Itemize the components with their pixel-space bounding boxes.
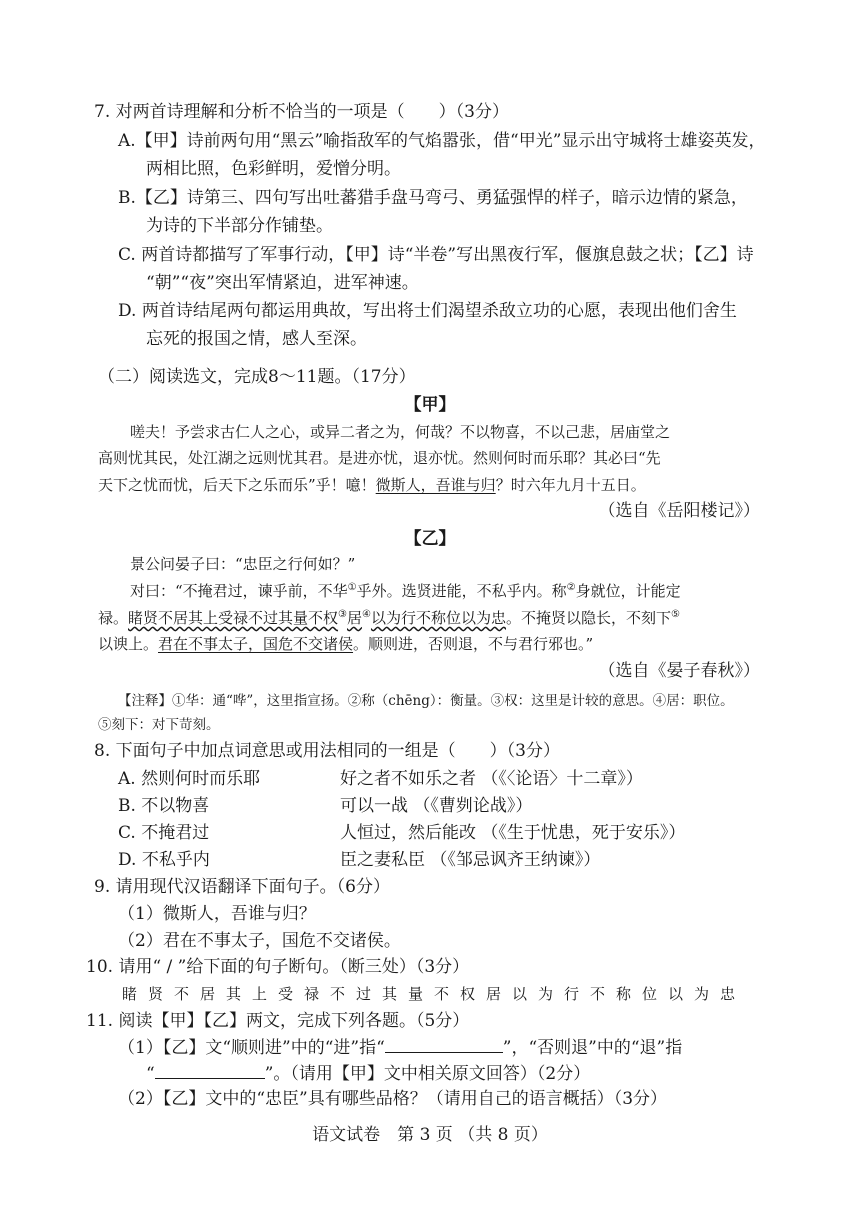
note-marker-1: ① [347,582,357,593]
q9-sentence-1: （1）微斯人，吾谁与归？ [118,904,316,924]
passage-yi-line2-part2: 乎外。选贤进能，不私乎内。称 [356,582,567,600]
annotation-line2: ⑤刻下：对下苛刻。 [98,717,220,733]
annotation-line1: 【注释】①华：通“哗”，这里指宣扬。②称（chēng）：衡量。③权：这里是计较的意思。④居：职位。 [118,693,734,709]
q8-option-b-right: 可以一战 （《曹刿论战》） [340,796,533,816]
q11-sub1-text-c: “ [146,1064,155,1084]
q10-sentence: 睹贤不居其上受禄不过其量不权居以为行不称位以为忠 [122,985,747,1003]
passage-jia-heading: 【甲】 [404,395,456,415]
passage-yi-wavy-sentence: 睹贤不居其上受禄不过其量不权 [128,609,339,627]
q7-option-c-line1: C. 两首诗都描写了军事行动，【甲】诗“半卷”写出黑夜行军，偃旗息鼓之状；【乙】诗 [118,245,754,265]
passage-yi-line4-start: 以谀上。 [98,635,159,653]
q7-option-d-line1: D. 两首诗结尾两句都运用典故，写出将士们渴望杀敌立功的心愿，表现出他们舍生 [118,301,737,321]
q11-sub1-text-b: ”，“否则退”中的“退”指 [502,1038,683,1058]
passage-jia-underlined-sentence: 微斯人，吾谁与归 [375,476,496,494]
q11-sub1-text-a: （1）【乙】文“顺则进”中的“进”指“ [118,1038,385,1058]
passage-yi-line1: 景公问晏子曰：“忠臣之行何如？” [130,555,356,573]
q11-sub1-text-d: ”。（请用【甲】文中相关原文回答）（2分） [264,1064,591,1084]
passage-yi-line2 [130,580,681,602]
q7-option-a-line1: A.【甲】诗前两句用“黑云”喻指敌军的气焰嚣张，借“甲光”显示出守城将士雄姿英发， [118,131,766,151]
q7-option-b-line1: B.【乙】诗第三、四句写出吐蕃猎手盘马弯弓、勇猛强悍的样子，暗示边情的紧急， [118,188,748,208]
passage-jia-source: （选自《岳阳楼记》） [598,501,760,521]
q7-option-b-line2: 为诗的下半部分作铺垫。 [146,216,333,236]
q7-option-c-line2: “朝”“夜”突出军情紧迫，进军神速。 [146,273,419,293]
passage-jia-line3-end: ？时六年九月十五日。 [495,476,646,494]
passage-yi-line2-part3: 身就位，计能定 [575,582,681,600]
q7-stem: 7. 对两首诗理解和分析不恰当的一项是（ ）（3分） [94,102,509,122]
passage-yi-source: （选自《晏子春秋》） [598,661,760,681]
q11-sub2: （2）【乙】文中的“忠臣”具有哪些品格？（请用自己的语言概括）（3分） [118,1089,668,1109]
q8-option-a-right: 好之者不如乐之者 （《〈论语〉十二章》） [340,769,643,789]
note-marker-2: ② [566,582,576,593]
q8-option-a-left: A. 然则何时而乐耶 [118,769,261,789]
q11-stem: 11. 阅读【甲】【乙】两文，完成下列各题。（5分） [86,1011,470,1031]
answer-blank-1[interactable] [385,1036,503,1053]
page-footer: 语文试卷 第 3 页 （共 8 页） [312,1125,548,1145]
q8-option-d-right: 臣之妻私臣 （《邹忌讽齐王纳谏》） [340,850,601,870]
q9-sentence-2: （2）君在不事太子，国危不交诸侯。 [118,931,401,951]
q11-sub1-line2 [146,1062,590,1085]
q8-option-b-left: B. 不以物喜 [118,796,210,816]
q8-stem: 8. 下面句子中加点词意思或用法相同的一组是（ ）（3分） [94,741,560,761]
note-marker-4: ④ [362,609,371,620]
passage-yi-line4-end: 。顺则进，否则退，不与君行邪也。” [353,635,594,653]
passage-jia-line3-start: 天下之忧而忧，后天下之乐而乐”乎！噫！ [98,476,376,494]
passage-yi-line3-start: 禄。 [98,609,129,627]
passage-yi-line3-end: 。不掩贤以隐长，不刻下 [506,609,672,627]
passage-jia-line3 [98,474,646,496]
passage-yi-line3 [98,607,680,629]
note-marker-3: ③ [338,609,347,620]
passage-yi-wavy-sentence-2: 居 [347,609,363,627]
note-marker-5: ⑤ [671,609,680,620]
passage-yi-wavy-sentence-3: 以为行不称位以为忠 [370,609,506,627]
passage-yi-underlined-sentence: 君在不事太子，国危不交诸侯 [158,635,354,653]
q9-stem: 9. 请用现代汉语翻译下面句子。（6分） [94,877,390,897]
q11-sub1-line1 [118,1036,682,1059]
passage-yi-line4 [98,633,593,655]
passage-yi-heading: 【乙】 [404,529,456,549]
q7-option-a-line2: 两相比照，色彩鲜明，爱憎分明。 [146,159,401,179]
q8-option-c-left: C. 不掩君过 [118,823,210,843]
q7-option-d-line2: 忘死的报国之情，感人至深。 [146,329,367,349]
passage-jia-line1: 嗟夫！予尝求古仁人之心，或异二者之为，何哉？不以物喜，不以己悲，居庙堂之 [130,423,671,441]
answer-blank-2[interactable] [155,1062,265,1079]
q10-stem: 10. 请用“ / ”给下面的句子断句。（断三处）（3分） [86,957,470,977]
passage-jia-line2: 高则忧其民，处江湖之远则忧其君。是进亦忧，退亦忧。然则何时而乐耶？其必曰“先 [98,449,661,467]
q8-option-d-left: D. 不私乎内 [118,850,210,870]
passage-yi-line2-part1: 对曰：“不掩君过，谏乎前，不华 [130,582,348,600]
q8-option-c-right: 人恒过，然后能改 （《生于忧患，死于安乐》） [340,823,686,843]
section-2-title: （二）阅读选文，完成8～11题。（17分） [98,367,416,387]
